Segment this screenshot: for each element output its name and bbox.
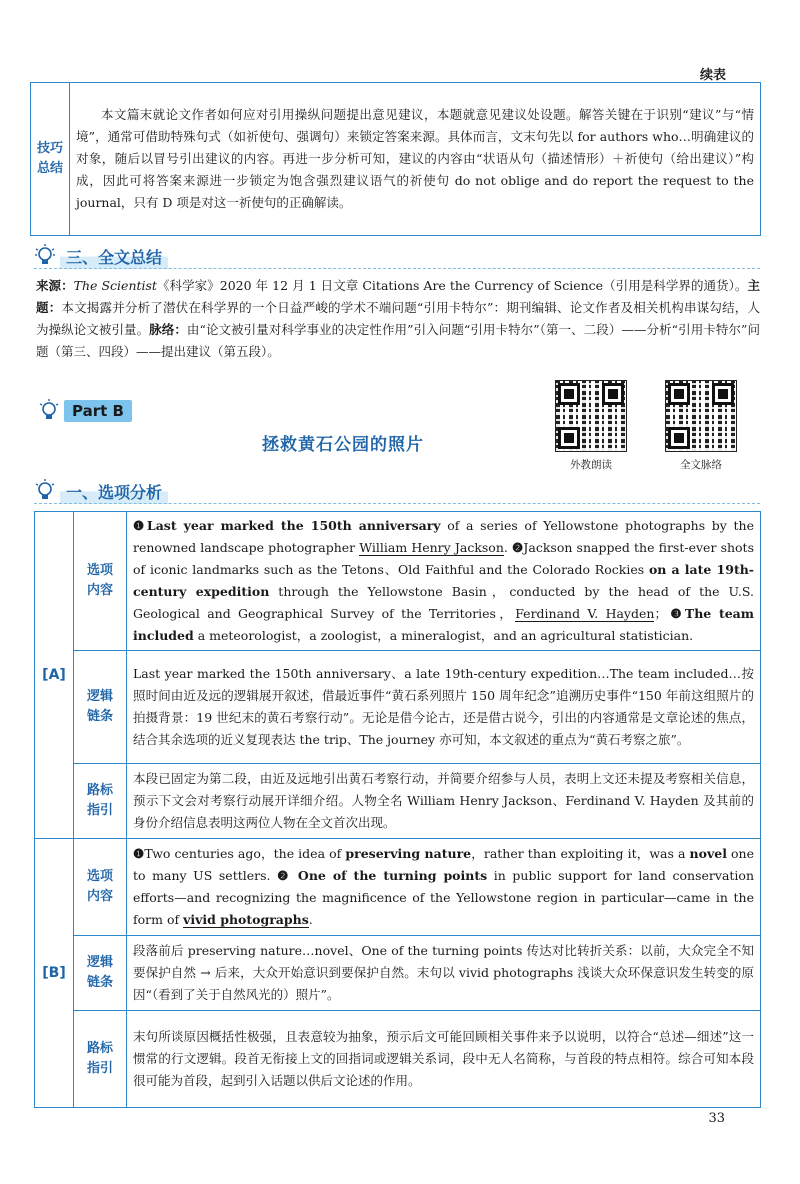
- qr-code-icon[interactable]: [665, 380, 737, 452]
- option-b-letter: [B]: [35, 839, 74, 1108]
- section3-title: 三、全文总结: [60, 244, 168, 269]
- section3-rule: [34, 268, 760, 269]
- lightbulb-icon: [34, 478, 56, 504]
- option-b-sign-label: 路标指引: [74, 1011, 127, 1108]
- option-a-letter: [A]: [35, 512, 74, 839]
- qr-reading[interactable]: [555, 380, 627, 472]
- source-label: 来源：: [36, 278, 74, 293]
- lightbulb-icon: [34, 243, 56, 269]
- partb-heading: [38, 398, 132, 424]
- option-b-sign-row: [35, 1011, 761, 1108]
- options-table: [34, 511, 761, 1108]
- theme-label: 主题：: [36, 278, 760, 315]
- source-journal: The Scientist: [73, 278, 157, 293]
- qr-reading-caption: 外教朗读: [570, 459, 612, 471]
- option-b-content-label: 选项内容: [74, 839, 127, 936]
- option-a-logic-row: [35, 651, 761, 764]
- option-a-sign: 本段已固定为第二段，由近及远地引出黄石考察行动，并简要介绍参与人员，表明上文还未提及考察相关信息，预示下文会对考察行动展开详细介绍。人物全名 William Henry Jackson、Ferdinand V. Hayden 及其前的身份介绍信息表明这两位人物在全文首次出现。: [127, 764, 761, 839]
- context-text: 由“论文被引量对科学事业的决定性作用”引入问题“引用卡特尔”（第一、二段）——分析“引用卡特尔”问题（第三、四段）——提出建议（第五段）。: [36, 322, 760, 359]
- option-a-sign-row: [35, 764, 761, 839]
- option-a-content: ❶Last year marked the 150th anniversary of a series of Yellowstone photographs by the renowned landscape photographer William Henry Jackson. ❷Jackson snapped the first-ever shots of iconic landmarks such as the Tetons、Old Faithful and the Colorado Rockies on a late 19th-century expedition through the Yellowstone Basin，conducted by the head of the U.S. Geological and Geographical Survey of the Territories，Ferdinand V. Hayden；❸The team included a meteorologist，a zoologist，a mineralogist，and an agricultural statistician.: [127, 512, 761, 651]
- tips-box: [30, 82, 761, 236]
- passage-title: 拯救黄石公园的照片: [262, 435, 424, 455]
- source-text: 《科学家》2020 年 12 月 1 日文章 Citations Are the Currency of Science（引用是科学界的通货）。: [156, 278, 748, 293]
- section1-title: 一、选项分析: [60, 479, 168, 504]
- option-b-logic-label: 逻辑链条: [74, 936, 127, 1011]
- context-label: 脉络：: [149, 322, 187, 337]
- option-a-logic-label: 逻辑链条: [74, 651, 127, 764]
- qr-code-icon[interactable]: [555, 380, 627, 452]
- option-b-content-row: [35, 839, 761, 936]
- option-a-sign-label: 路标指引: [74, 764, 127, 839]
- option-a-content-label: 选项内容: [74, 512, 127, 651]
- qr-outline[interactable]: [665, 380, 737, 472]
- tips-label: 技巧总结: [31, 83, 70, 236]
- section3-heading: [34, 243, 168, 269]
- option-b-sign: 末句所谈原因概括性极强，且表意较为抽象，预示后文可能回顾相关事件来予以说明，以符合“总述—细述”这一惯常的行文逻辑。段首无衔接上文的回指词或逻辑关系词，段中无人名简称，与首段的特点相符。综合可知本段很可能为首段，起到引入话题以供后文论述的作用。: [127, 1011, 761, 1108]
- option-b-logic: 段落前后 preserving nature…novel、One of the turning points 传达对比转折关系：以前，大众完全不知要保护自然 → 后来，大众开始意识到要保护自然。末句以 vivid photographs 浅谈大众环保意识发生转变的原因“（看到了关于自然风光的）照片”。: [127, 936, 761, 1011]
- theme-text: 本文揭露并分析了潜伏在科学界的一个日益严峻的学术不端问题“引用卡特尔”：期刊编辑、论文作者及相关机构串谋勾结，人为操纵论文被引量。: [36, 300, 760, 337]
- section1-heading: [34, 478, 168, 504]
- option-a-logic: Last year marked the 150th anniversary、a late 19th-century expedition…The team included…按照时间由近及远的逻辑展开叙述，借最近事件“黄石系列照片 150 周年纪念”追溯历史事件“150 年前这组照片的拍摄背景：19 世纪末的黄石考察行动”。无论是借今论古，还是借古说今，引出的内容通常是文章论述的焦点，结合其余选项的近义复现表达 the trip、The journey 亦可知，本文叙述的重点为“黄石考察之旅”。: [127, 651, 761, 764]
- page-number: 33: [708, 1111, 725, 1126]
- qr-outline-caption: 全文脉络: [680, 459, 722, 471]
- summary-paragraph: [36, 275, 760, 363]
- section1-rule: [34, 503, 760, 504]
- option-b-logic-row: [35, 936, 761, 1011]
- continued-label: 续表: [699, 68, 726, 83]
- option-a-content-row: [35, 512, 761, 651]
- option-b-content: ❶Two centuries ago，the idea of preserving nature，rather than exploiting it，was a novel one to many US settlers. ❷ One of the turning points in public support for land conservation efforts—and recognizing the magnificence of the Yellowstone region in particular—came in the form of vivid photographs.: [127, 839, 761, 936]
- lightbulb-icon: [38, 398, 60, 424]
- partb-label: Part B: [64, 400, 132, 422]
- tips-text: 本文篇末就论文作者如何应对引用操纵问题提出意见建议，本题就意见建议处设题。解答关键在于识别“建议”与“情境”，通常可借助特殊句式（如祈使句、强调句）来锁定答案来源。具体而言，文末句先以 for authors who…明确建议的对象，随后以冒号引出建议的内容。再进一步分析可知，建议的内容由“状语从句（描述情形）＋祈使句（给出建议）”构成，因此可将答案来源进一步锁定为饱含强烈建议语气的祈使句 do not oblige and do report the request to the journal，只有 D 项是对这一祈使句的正确解读。: [70, 83, 761, 236]
